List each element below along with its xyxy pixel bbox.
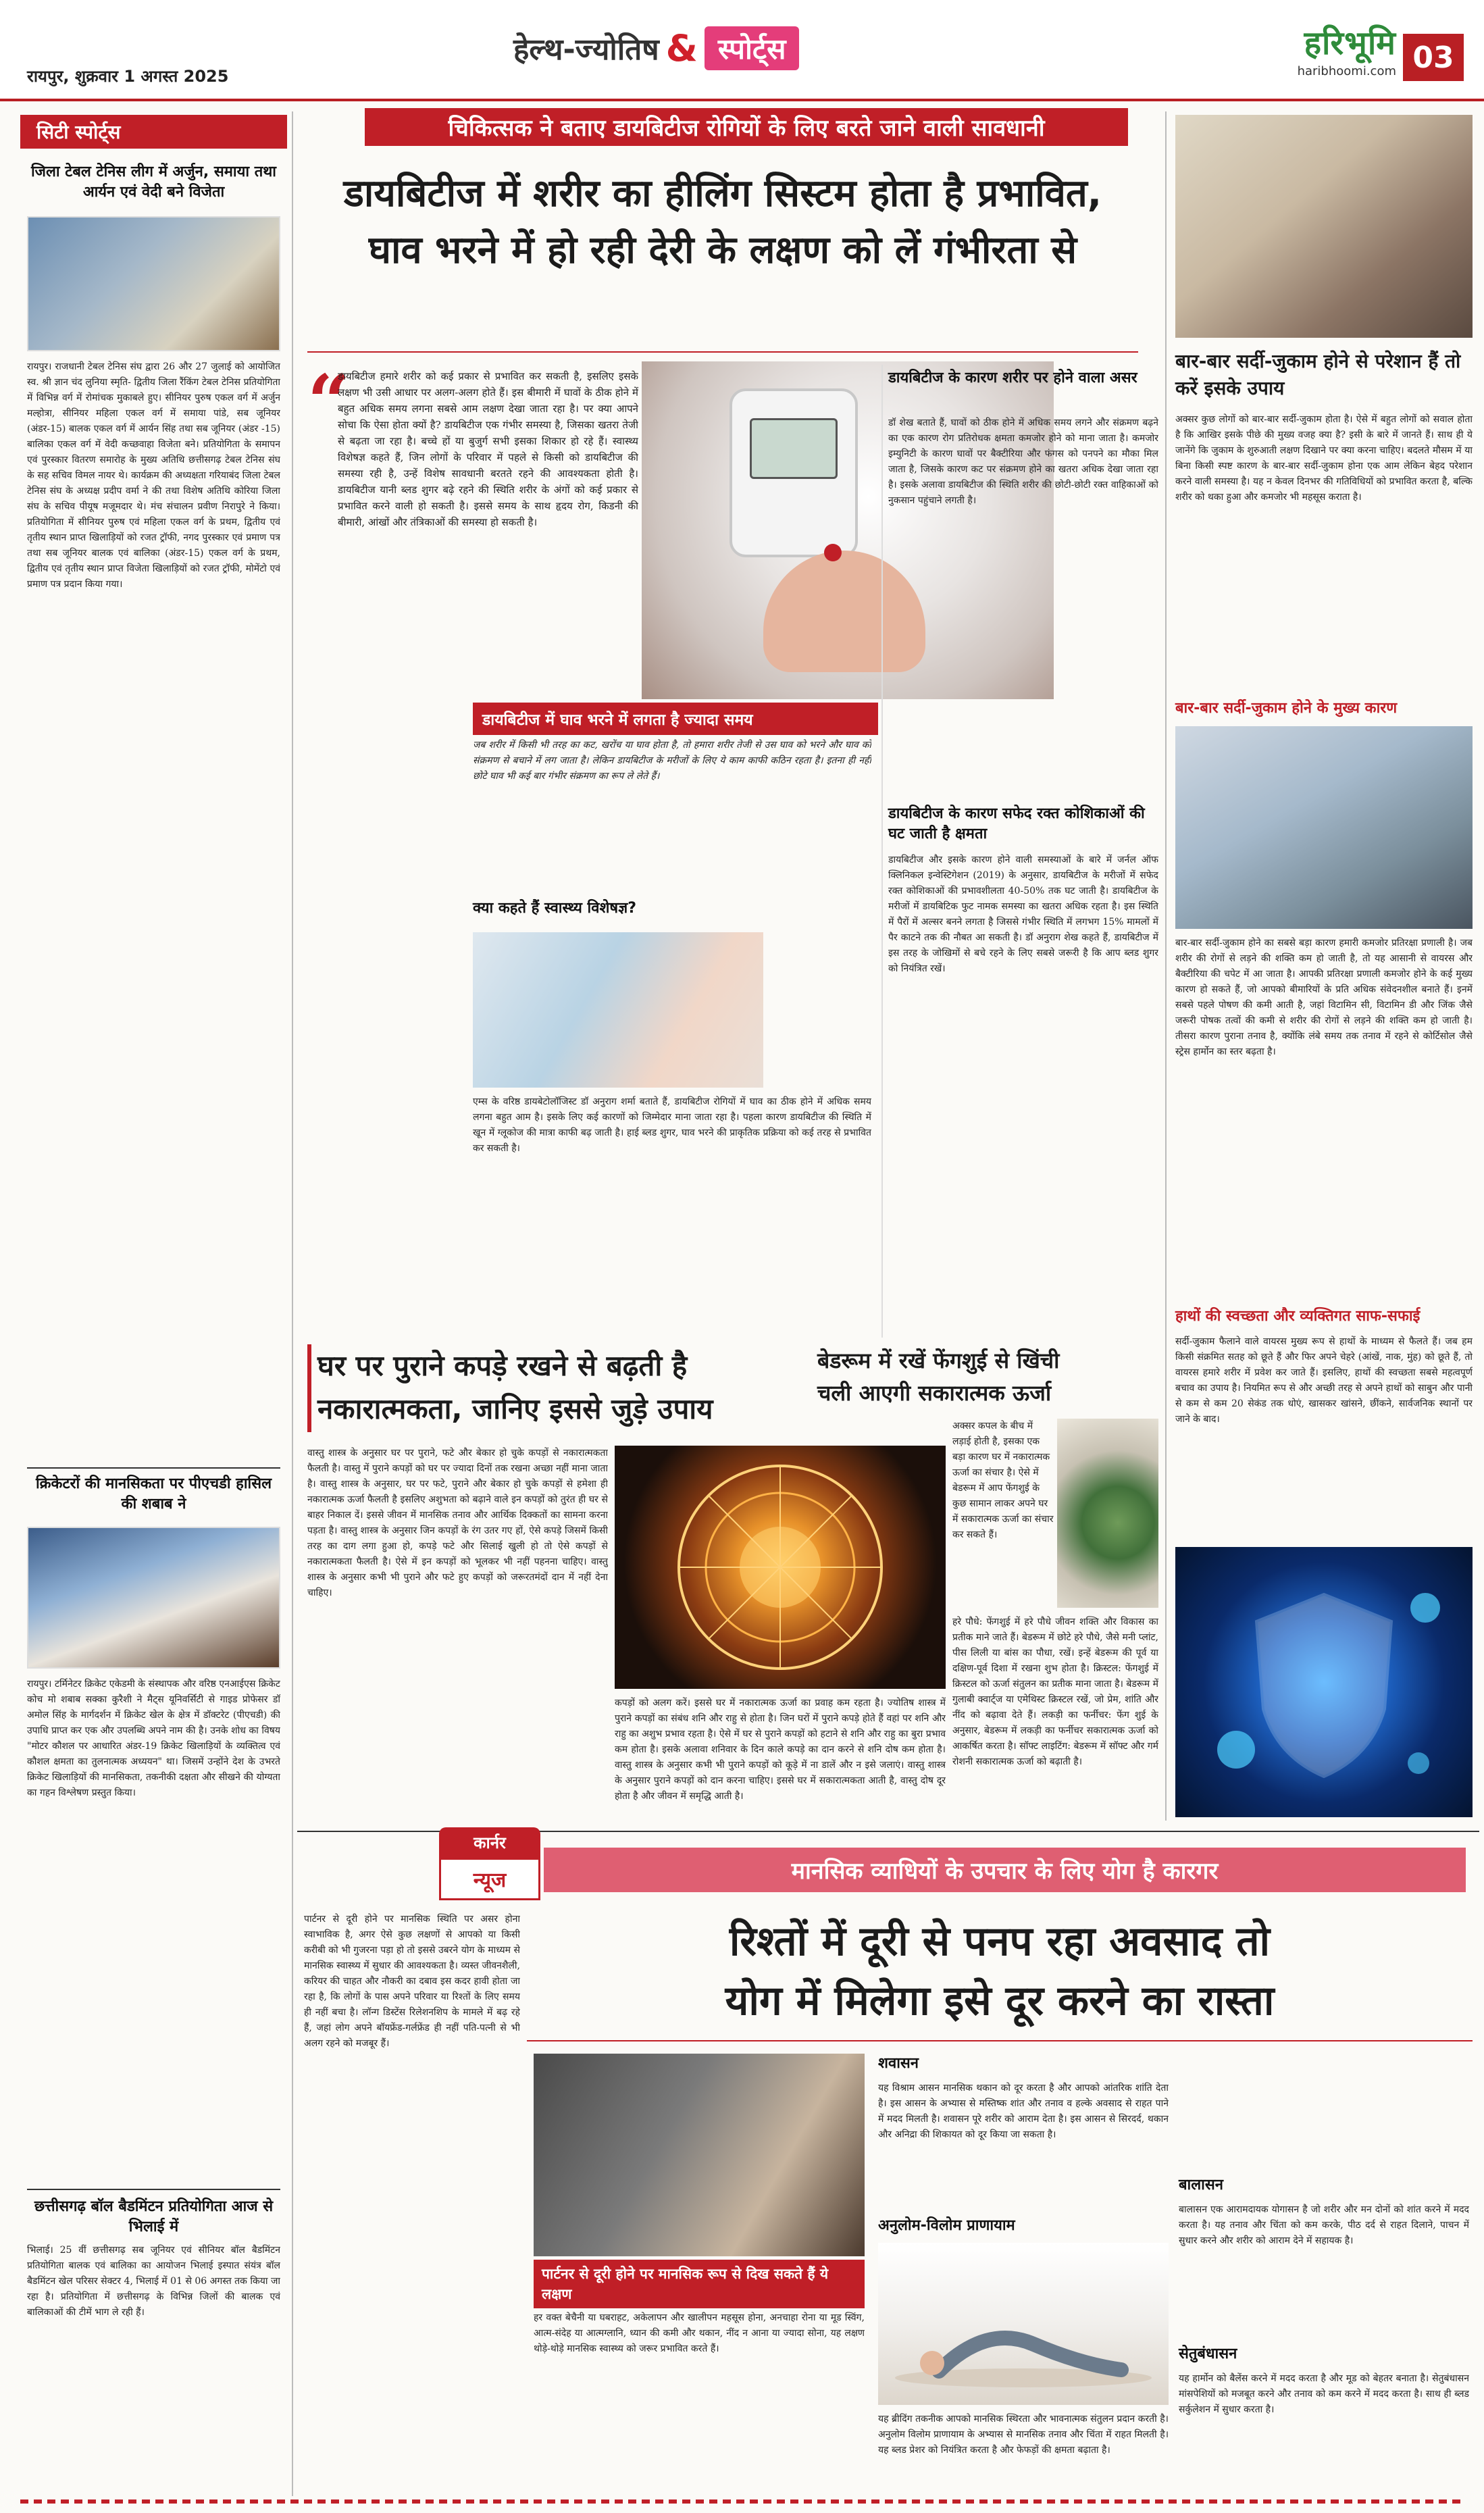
zodiac-wheel-icon	[615, 1446, 946, 1689]
cold-body: अक्सर कुछ लोगों को बार-बार सर्दी-जुकाम होता है। ऐसे में बहुत लोगों को सवाल होता है कि आखिर इसके पीछे की मुख्य वजह क्या है? इसी के बारे में जानते हैं। साथ ही ये जानेंगे कि जुकाम के शुरुआती लक्षण दिखाने पर क्या करना चाहिए। बदलते मौसम में या बिना किसी स्पष्ट कारण के बार-बार सर्दी-जुकाम होना एक आम लेकिन बेहद परेशान करने वाली समस्या है। यह न केवल दिनभर की गतिविधियों को प्रभावित करता है, बल्कि शरीर को थका हुआ और कमजोर भी महसूस कराता है।	[1175, 414, 1473, 503]
vastu-title-line2: नकारात्मकता, जानिए इससे जुड़े उपाय	[317, 1392, 713, 1425]
causes-body: बार-बार सर्दी-जुकाम होने का सबसे बड़ा कारण हमारी कमजोर प्रतिरक्षा प्रणाली है। जब शरीर की रोगों से लड़ने की शक्ति कम हो जाती है, तो यह आसानी से वायरस और बैक्टीरिया की चपेट में आ जाता है। आपकी प्रतिरक्षा प्रणाली कमजोर होने के कई मुख्य कारण हो सकते हैं, जो आपको बीमारियों के प्रति अधिक संवेदनशील बनाते हैं। इनमें सबसे पहले पोषण की कमी आती है, जहां विटामिन सी, विटामिन डी और जिंक जैसे जरूरी पोषक तत्वों की कमी से शरीर की रोगों से लड़ने की शक्ति कम हो जाती है। तीसरा कारण पुराना तनाव है, क्योंकि लंबे समय तक तनाव में रहने से कोर्टिसोल जैसे स्ट्रेस हार्मोन का स्तर बढ़ता है।	[1175, 938, 1473, 1057]
vastu-title-line1: घर पर पुराने कपड़े रखने से बढ़ती है	[317, 1349, 688, 1382]
news-label: न्यूज	[439, 1858, 540, 1900]
main-title-line1: डायबिटीज में शरीर का हीलिंग सिस्टम होता है प्रभावित,	[343, 172, 1102, 215]
bedroom-title-line1: बेडरूम में रखें फेंगशुई से खिंची	[817, 1348, 1060, 1373]
corner-news-badge	[439, 1827, 540, 1902]
title-rule	[307, 351, 1138, 353]
bedroom-title	[817, 1344, 1155, 1409]
story1-body: रायपुर। राजधानी टेबल टेनिस संघ द्वारा 26 और 27 जुलाई को आयोजित स्व. श्री ज्ञान चंद लुनिया स्मृति- द्वितीय जिला रैंकिंग टेबल टेनिस प्रतियोगिता में विभिन्न वर्ग में रोमांचक मुकाबले हुए। सीनियर पुरुष एकल वर्ग में अर्जुन मल्होत्रा, सीनियर महिला एकल वर्ग में समाया पांडे, सब जूनियर (अंडर-15) बालक एकल वर्ग में आर्यन सिंह तथा सब जूनियर (अंडर -15) बालिका एकल वर्ग में वेदी कच्छवाहा विजेता बने। प्रतियोगिता के समापन एवं पुरस्कार वितरण समारोह के मुख्य अतिथि छत्तीसगढ़ टेबल टेनिस संघ के सह सचिव विमल नायर थे। कार्यक्रम की अध्यक्षता गरियाबंद जिला टेबल टेनिस संघ के अध्यक्ष प्रदीप वर्मा ने की तथा विशेष अतिथि कोरिया जिला संघ के सचिव पीयूष मजूमदार थे। मंच संचालन प्रवीण निरापुरे ने किया। प्रतियोगिता में सीनियर पुरुष एवं महिला एकल वर्ग के प्रथम, द्वितीय एवं तृतीय स्थान प्राप्त खिलाड़ियों को रजत ट्रॉफी, नगद पुरस्कार एवं प्रमाण पत्र तथा सब जूनियर बालक एवं बालिका (अंडर-15) एकल वर्ग के प्रथम, द्वितीय एवं तृतीय स्थान प्राप्त विजेता खिलाड़ियों को रजत ट्रॉफी, मोमेंटो एवं प्रमाण पत्र प्रदान किया गया।	[27, 361, 280, 590]
col3-heading1: डायबिटीज के कारण शरीर पर होने वाला असर	[888, 370, 1137, 386]
yoga-pose-icon	[878, 2243, 1169, 2405]
col3-body1: डॉ शेख बताते हैं, घावों को ठीक होने में अधिक समय लगने और संक्रमण बढ़ने का एक कारण रोग प्रतिरोधक क्षमता कमजोर होने को माना जाता है। कमजोर इम्युनिटी के कारण घावों पर बैक्टीरिया और फंगस को पनपने का मौका मिल जाता है, जिसके कारण कट पर संक्रमण होने का खतरा अधिक देखा जाता रहा है। इसके अलावा डायबिटीज की स्थिति शरीर की छोटी-छोटी रक्त वाहिकाओं को नुकसान पहुंचाने लगती है।	[888, 417, 1158, 506]
section-health: हेल्थ-ज्योतिष	[513, 32, 659, 67]
brand-logo[interactable]	[1298, 20, 1396, 78]
yoga-title-line2: योग में मिलेगा इसे दूर करने का रास्ता	[725, 1977, 1275, 2025]
city-sports-header: सिटी स्पोर्ट्स	[20, 115, 287, 149]
column-rule	[1165, 111, 1167, 1821]
cricket-phd-photo	[27, 1527, 280, 1669]
caption1-body: जब शरीर में किसी भी तरह का कट, खरोंच या घाव होता है, तो हमारा शरीर तेजी से उस घाव को भरने और घाव को संक्रमण से बचाने में लग जाता है। लेकिन डायबिटीज के मरीजों के लिए ये काम काफी कठिन रहता है। इतना ही नहीं छोटे घाव भी कई बार गंभीर संक्रमण का रूप ले लेते हैं।	[473, 740, 871, 782]
bedroom-body: हरे पौधे: फेंगशुई में हरे पौधे जीवन शक्ति और विकास का प्रतीक माने जाते हैं। बेडरूम में छोटे हरे पौधे, जैसे मनी प्लांट, पीस लिली या बांस का पौधा, रखें। इन्हें बेडरूम की पूर्व या दक्षिण-पूर्व दिशा में रखना शुभ होता है। क्रिस्टल: फेंगशुई में क्रिस्टल को ऊर्जा संतुलन का प्रतीक माना जाता है। बेडरूम में गुलाबी क्वार्ट्ज या एमेथिस्ट क्रिस्टल रखें, जो प्रेम, शांति और नींद को बढ़ावा देते हैं। लकड़ी का फर्नीचर: फेंग शुई के अनुसार, बेडरूम में लकड़ी का फर्नीचर सकारात्मक ऊर्जा को आकर्षित करता है। सॉफ्ट लाइटिंग: बेडरूम में सॉफ्ट और गर्म रोशनी सकारात्मक ऊर्जा को बढ़ाती है।	[952, 1617, 1158, 1767]
shavasana-body: यह विश्राम आसन मानसिक थकान को दूर करता है और आपको आंतरिक शांति देता है। इस आसन के अभ्यास से मस्तिष्क शांत और तनाव व हल्के अवसाद से राहत पाने में मदद मिलती है। शवासन पूरे शरीर को आराम देता है। इस आसन से सिरदर्द, थकान और अनिद्रा की शिकायत को दूर किया जा सकता है।	[878, 2083, 1169, 2140]
bedroom-title-line2: चली आएगी सकारात्मक ऊर्जा	[817, 1380, 1052, 1406]
cold-heading: बार-बार सर्दी-जुकाम होने से परेशान हैं तो करें इसके उपाय	[1175, 350, 1461, 399]
section-sports: स्पोर्ट्स	[705, 26, 800, 70]
anulom-heading: अनुलोम-विलोम प्राणायाम	[878, 2217, 1015, 2234]
brand-url[interactable]: haribhoomi.com	[1297, 64, 1396, 78]
bedroom-intro: अक्सर कपल के बीच में लड़ाई होती है, इसका एक बड़ा कारण घर में नकारात्मक ऊर्जा का संचार है। ऐसे में बेडरूम में आप फेंगशुई के कुछ सामान लाकर अपने घर में सकारात्मक ऊर्जा का संचार कर सकते हैं।	[952, 1421, 1054, 1540]
hygiene-heading: हाथों की स्वच्छता और व्यक्तिगत साफ-सफाई	[1175, 1308, 1421, 1325]
anulom-side	[1179, 2054, 1469, 2168]
section-amp: &	[665, 26, 698, 70]
diabetes-col1: डायबिटीज हमारे शरीर को कई प्रकार से प्रभावित कर सकती है, इसलिए इसके लक्षण भी उसी आधार पर अलग-अलग होते हैं। इस बीमारी में घावों के ठीक होने में बहुत अधिक समय लगना सबसे आम लक्षण देखा जाता रहा है। पर क्या आपने सोचा कि ऐसा होता क्यों है? डायबिटीज एक गंभीर समस्या है, जिसका खतरा तेजी से बढ़ता जा रहा है। बच्चे हों या बुजुर्ग सभी इसका शिकार हो रहे हैं। स्वास्थ्य विशेषज्ञ कहते हैं, जिन लोगों के परिवार में पहले से किसी को डायबिटीज की समस्या रही है, उन्हें विशेष सावधानी बरतते रहने की आवश्यकता होती है। डायबिटीज यानी ब्लड शुगर बढ़े रहने की स्थिति शरीर के अंगों को कई प्रकार से प्रभावित करने वाली हो सकती है। इससे समय के साथ हृदय रोग, किडनी की बीमारी, आंखों और तंत्रिकाओं की समस्या हो सकती है।	[338, 370, 638, 528]
divider	[27, 1467, 280, 1469]
date-line: रायपुर, शुक्रवार 1 अगस्त 2025	[27, 67, 229, 86]
yoga-pose-photo	[878, 2243, 1169, 2405]
brand-name: हरिभूमि	[1304, 24, 1396, 62]
sneezing-man-photo	[1175, 115, 1473, 338]
page-number: 03	[1403, 34, 1464, 81]
col3-body2: डायबिटीज और इसके कारण होने वाली समस्याओं के बारे में जर्नल ऑफ क्लिनिकल इन्वेस्टिगेशन (2019) के अनुसार, डायबिटीज के मरीजों में सफेद रक्त कोशिकाओं की प्रभावशीलता 40-50% तक घट जाती है। डायबिटीज के मरीजों में डायबिटिक फुट नामक समस्या का खतरा अधिक रहता है। इस स्थिति में पैरों में अल्सर बनने लगता है जिससे गंभीर स्थिति में लगभग 15% मामलों में पैर काटने तक की नौबत आ सकती है। डॉ अनुराग शेख कहते हैं, डायबिटीज में इस तरह के जोखिमों से बचे रहने के लिए सबसे जरूरी है कि आप ब्लड शुगर को नियंत्रित रखें।	[888, 855, 1158, 974]
main-title-line2: घाव भरने में हो रही देरी के लक्षण को लें गंभीरता से	[368, 228, 1077, 272]
shield-icon	[1175, 1547, 1473, 1817]
balasana-body: बालासन एक आरामदायक योगासन है जो शरीर और मन दोनों को शांत करने में मदद करता है। यह तनाव और चिंता को कम करके, पीठ दर्द से राहत दिलाने, पाचन में सुधार करने और शरीर को आराम देने में सहायक है।	[1179, 2204, 1469, 2246]
col-rule	[881, 365, 883, 1338]
story3-body: भिलाई। 25 वीं छत्तीसगढ़ सब जूनियर एवं सीनियर बॉल बैडमिंटन प्रतियोगिता बालक एवं बालिका का आयोजन भिलाई इस्पात संयंत्र बॉल बैडमिंटन खेल परिसर सेक्टर 4, भिलाई में 01 से 06 अगस्त तक किया जा रहा है। प्रतियोगिता में छत्तीसगढ़ के विभिन्न जिलों की बालक एवं बालिकाओं की टीमें भाग ले रही हैं।	[27, 2245, 280, 2318]
story2-headline: क्रिकेटरों की मानसिकता पर पीएचडी हासिल की शबाब ने	[35, 1475, 272, 1513]
caption1-band: डायबिटीज में घाव भरने में लगता है ज्यादा समय	[473, 703, 878, 735]
experts-side	[770, 932, 875, 1088]
setu-heading: सेतुबंधासन	[1179, 2345, 1237, 2362]
story2-body: रायपुर। टर्मिनेटर क्रिकेट एकेडमी के संस्थापक और वरिष्ठ एनआईएस क्रिकेट कोच मो शबाब सक्का कुरैशी ने मैट्स यूनिवर्सिटी से गाइड प्रोफेसर डॉ अमोल सिंह के मार्गदर्शन में क्रिकेट खेल के क्षेत्र में डॉक्टरेट (पीएचडी) की उपाधि प्राप्त कर एक और उपलब्धि अपने नाम की है। उनके शोध का विषय "मोटर कौशल पर आधारित अंडर-19 क्रिकेट खिलाड़ियों के व्यक्तित्व एवं कौशल क्षमता का तुलनात्मक अध्ययन" था। जिसमें उन्होंने देश के उभरते क्रिकेट खिलाड़ियों की मानसिकता, तकनीकी दक्षता और सीखने की योग्यता का गहन विश्लेषण प्रस्तुत किया।	[27, 1679, 280, 1798]
yoga-col1: पार्टनर से दूरी होने पर मानसिक स्थिति पर असर होना स्वाभाविक है, अगर ऐसे कुछ लक्षणों से आपको या किसी करीबी को भी गुजरना पड़ा हो तो इससे उबरने योग के माध्यम से मानसिक स्वास्थ्य में सुधार की आवश्यकता है। व्यस्त जीवनशैली, करियर की चाहत और नौकरी का दबाव इस कदर हावी होता जा रहा है, कि लोगों के पास अपने परिवार या रिश्तों के लिए समय ही नहीं बचा है। लॉन्ग डिस्टेंस रिलेशनशिप के मामले में बढ़ रहे हैं, जहां लोग अपने बॉयफ्रेंड-गर्लफ्रेंड ही नहीं पति-पत्नी से भी अलग रहने को मजबूर हैं।	[304, 1914, 520, 2049]
zodiac-wheel-photo	[615, 1446, 946, 1689]
table-tennis-photo	[27, 216, 280, 351]
story1-headline: जिला टेबल टेनिस लीग में अर्जुन, समाया तथा आर्यन एवं वेदी बने विजेता	[30, 163, 277, 201]
blood-drop-icon	[824, 544, 842, 561]
hygiene-body: सर्दी-जुकाम फैलाने वाले वायरस मुख्य रूप से हाथों के माध्यम से फैलते हैं। जब हम किसी संक्रमित सतह को छूते हैं और फिर अपने चेहरे (आंखें, नाक, मुंह) को छूते हैं, तो वायरस हमारे शरीर में प्रवेश कर जाते हैं। इसलिए, हाथों की स्वच्छता सबसे महत्वपूर्ण बचाव का उपाय है। नियमित रूप से और अच्छी तरह से अपने हाथों को साबुन और पानी से कम से कम 20 सेकंड तक धोएं, खासकर खांसने, छींकने, सार्वजनिक स्थानों पर जाने के बाद।	[1175, 1336, 1473, 1425]
plant-photo	[1057, 1419, 1158, 1608]
yoga-title	[527, 1912, 1473, 2031]
yoga-kicker: मानसिक व्याधियों के उपचार के लिए योग है कारगर	[544, 1848, 1466, 1892]
section-tag	[513, 24, 799, 72]
experts-heading: क्या कहते हैं स्वास्थ्य विशेषज्ञ?	[473, 900, 636, 917]
yoga-title-line1: रिश्तों में दूरी से पनप रहा अवसाद तो	[729, 1918, 1271, 1965]
divider	[27, 2189, 280, 2190]
footer-rule	[20, 2499, 1466, 2504]
main-title	[304, 166, 1142, 279]
experts-body: एम्स के वरिष्ठ डायबेटोलॉजिस्ट डॉ अनुराग शर्मा बताते हैं, डायबिटीज रोगियों में घाव का ठीक होने में अधिक समय लगना बहुत आम है। इसके लिए कई कारणों को जिम्मेदार माना जाता रहा है। पहला कारण डायबिटीज की स्थिति में खून में ग्लूकोज की मात्रा काफी बढ़ जाती है। हाई ब्लड शुगर, घाव भरने की प्राकृतिक प्रक्रिया को कई तरह से प्रभावित कर सकती है।	[473, 1096, 871, 1154]
vastu-accent-bar	[307, 1344, 311, 1432]
sad-woman-photo	[534, 2054, 865, 2256]
coughing-man-photo	[1175, 726, 1473, 929]
story3-headline: छत्तीसगढ़ बॉल बैडमिंटन प्रतियोगिता आज से भिलाई में	[34, 2198, 274, 2235]
corner-label: कार्नर	[439, 1827, 540, 1858]
yoga-caption: पार्टनर से दूरी होने पर मानसिक रूप से दिख सकते हैं ये लक्षण	[534, 2260, 865, 2308]
title-rule	[527, 2040, 1473, 2041]
wound-care-photo	[473, 932, 763, 1088]
causes-heading: बार-बार सर्दी-जुकाम होने के मुख्य कारण	[1175, 700, 1398, 717]
drop-quote-icon: “	[307, 365, 351, 445]
yoga-caption-body: हर वक्त बेचैनी या घबराहट, अकेलापन और खालीपन महसूस होना, अनचाहा रोना या मूड स्विंग, आत्म-संदेह या आत्मग्लानि, ध्यान की कमी और थकान, नींद न आना या ज्यादा सोना, यह लक्षण थोड़े-थोड़े मानसिक स्वास्थ्य को जरूर प्रभावित करते हैं।	[534, 2312, 865, 2354]
balasana-heading: बालासन	[1179, 2177, 1223, 2193]
virus-shield-photo	[1175, 1547, 1473, 1817]
main-kicker: चिकित्सक ने बताए डायबिटीज रोगियों के लिए बरते जाने वाली सावधानी	[365, 108, 1128, 146]
setu-body: यह हार्मोन को बैलेंस करने में मदद करता है और मूड को बेहतर बनाता है। सेतुबंधासन मांसपेशियों को मजबूत करने और तनाव को कम करने में मदद करता है। साथ ही ब्लड सर्कुलेशन में सुधार करता है।	[1179, 2373, 1469, 2415]
column-rule	[292, 111, 293, 2496]
anulom-body: यह ब्रीदिंग तकनीक आपको मानसिक स्थिरता और भावनात्मक संतुलन प्रदान करती है। अनुलोम विलोम प्राणायाम के अभ्यास से मानसिक तनाव और चिंता में राहत मिलती है। यह ब्लड प्रेशर को नियंत्रित करता है और फेफड़ों की क्षमता बढ़ाता है।	[878, 2414, 1169, 2456]
shavasana-heading: शवासन	[878, 2055, 919, 2072]
glucose-meter-icon	[730, 388, 858, 557]
vastu-col1: वास्तु शास्त्र के अनुसार घर पर पुराने, फटे और बेकार हो चुके कपड़ों से नकारात्मकता फैलती है। वास्तु में पुराने कपड़ों को घर पर ज्यादा दिनों तक रखना अच्छा नहीं माना जाता है। वास्तु शास्त्र के अनुसार, घर पर फटे, पुराने और बेकार हो चुके कपड़ों से हमेशा ही नकारात्मक ऊर्जा फैलती है इसलिए अशुभता को बढ़ाने वाले इन कपड़ों को तुरंत ही घर से बाहर निकाल दें। इससे जीवन में मानसिक तनाव और आर्थिक दिक्कतों का सामना करना पड़ता है। वास्तु शास्त्र के अनुसार जिन कपड़ों के रंग उतर गए हों, ऐसे कपड़े जिसमें किसी तरह का दाग लगा हुआ हो, कपड़े फटे और सिलाई खुली हो तो ऐसे कपड़ों से नकारात्मकता फैलती है। ऐसे में इन कपड़ों को भूलकर भी नहीं पहनना चाहिए। वास्तु शास्त्र के अनुसार कभी भी पुराने और फटे हुए कपड़ों को जरूरतमंदों दान में नहीं देना चाहिए।	[307, 1448, 608, 1598]
vastu-col2: कपड़ों को अलग करें। इससे घर में नकारात्मक ऊर्जा का प्रवाह कम रहता है। ज्योतिष शास्त्र में पुराने कपड़ों का संबंध शनि और राहु से होता है। जिन घरों में पुराने कपड़े होते हैं वहां पर शनि और राहु का अशुभ प्रभाव रहता है। ऐसे में घर से पुराने कपड़ों को हटाने से शनि और राहु का बुरा प्रभाव कम होता है। इसके अलावा शनिवार के दिन काले कपड़े का दान करने से शनि दोष कम होता है। वास्तु शास्त्र के अनुसार कभी भी पुराने कपड़ों को कूड़े में ना डालें और न इसे जलाएं। वास्तु शास्त्र के अनुसार पुराने कपड़ों को दान करना चाहिए। इससे घर में सकारात्मकता आती है, वास्तु दोष दूर होता है और जीवन में समृद्धि आती है।	[615, 1698, 946, 1802]
vastu-title	[317, 1344, 790, 1431]
col3-heading2: डायबिटीज के कारण सफेद रक्त कोशिकाओं की घट जाती है क्षमता	[888, 805, 1145, 842]
